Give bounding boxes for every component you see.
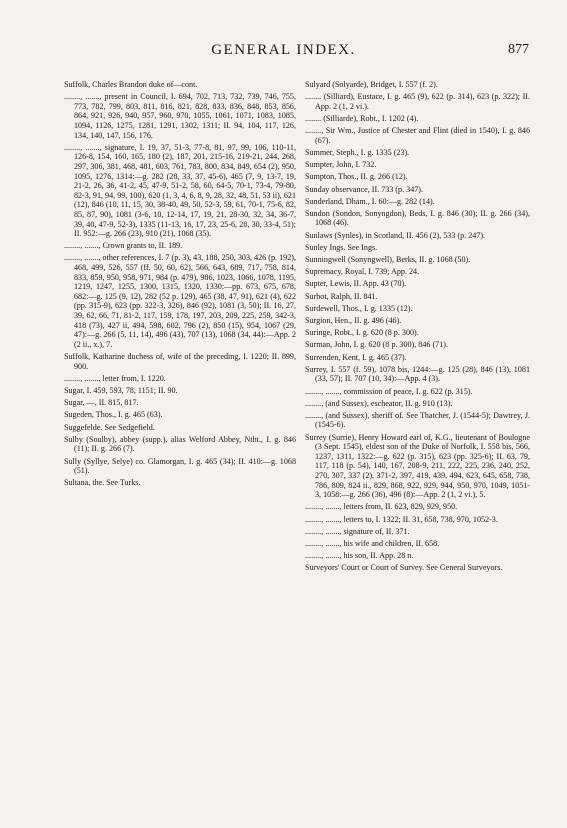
index-entry: Surgion, Hen., II. g. 496 (46). — [305, 315, 402, 325]
index-entry: Sully (Syllye, Selye) co. Glamorgan, I. g. 465 (34); II. 410:—g. 1068 (51). — [64, 456, 296, 476]
index-entry: Suffolk, Charles Brandon duke of—cont. — [64, 80, 198, 89]
index-entry: Sundon (Sondon, Sonyngdon), Beds, I. g. 846 (30); II. g. 266 (34), 1068 (46). — [305, 208, 530, 228]
index-entry: Surdewell, Thos., I. g. 1335 (12). — [305, 303, 413, 313]
index-entry: Surbot, Ralph, II. 841. — [305, 291, 378, 301]
index-entry: ........, ......., signature of, II. 371. — [305, 526, 410, 536]
index-entry: Sunday observance, II. 733 (p. 347). — [305, 184, 424, 194]
index-entry: Surveyors' Court or Court of Survey. See General Surveyors. — [305, 563, 503, 573]
index-entry: ........, ......., commission of peace, I. g. 622 (p. 315). — [305, 386, 473, 396]
page-number: 877 — [508, 42, 529, 57]
index-entry: ........, (and Sussex), sheriff of. See Thatcher, J. (1544-5); Dawtrey, J. (1545-6). — [305, 410, 530, 430]
index-entry: Summer, Steph., I. g. 1335 (23). — [305, 147, 410, 157]
index-entry: Sumpter, John, I. 732. — [305, 160, 377, 170]
index-entry: Surrey (Surrie), Henry Howard earl of, K.G., lieutenant of Boulogne (3 Sept. 1545), eldest son of the Duke of Norfolk, I. 558 bis, 566, 1237, 1311, 1322:—g. 622 (p. 315), 623 (pp. 325-6); II. 63, 79, 117, 118 (p. 54), 140, 167, 208-9, 211, 222, 225, 236, 240, 252, 270, 307, 337 (2), 371-2, 397, 419, 439, 494, 623, 645, 658, 738, 786, 809, 824 ii., 829, 868, 922, 929, 944, 950, 970, 1049, 1051-3, 1058:—g. 266 (36), 496 (8):—App. 2 (1, 2 vi.), 5. — [305, 432, 530, 500]
index-entry: Sunley Ings. See Ings. — [305, 242, 378, 252]
index-entry: ........, ......., Crown grants to, II. 189. — [64, 241, 183, 251]
index-entry: ........, ......., present in Council, I. 694, 702, 713, 732, 739, 746, 755, 773, 782, 799, 803, 811, 816, 821, 828, 833, 836, 848, 853, 856, 864, 921, 926, 940, 957, 960, 970, 1055, 1061, 1071, 1083, 1085, 1094, 1126, 1275, 1281, 1291, 1302, 1311; II. 94, 104, 117, 126, 134, 140, 147, 156, 176. — [64, 92, 296, 140]
index-entry: Sunlaws (Synles), in Scotland, II. 456 (2), 533 (p. 247). — [305, 230, 486, 240]
index-entry: Surrenden, Kent, I. g. 465 (37). — [305, 352, 407, 362]
index-entry: ........, Sir Wm., Justice of Chester and Flint (died in 1540), I. g. 846 (67). — [305, 126, 530, 145]
index-column-left — [64, 80, 296, 490]
index-entry: Surrey, I. 557 (f. 59), 1078 bis, 1244:—g. 125 (28), 846 (13), 1081 (33, 57); II. 707 (10, 34):—App. 4 (3). — [305, 364, 530, 384]
index-entry: ........, ......., letter from, I. 1220. — [64, 373, 166, 383]
index-entry: ........, ......., signature, I. 19, 37, 51-3, 77-8, 81, 97, 99, 106, 110-11, 126-8, 154, 160, 165, 180 (2), 187, 201, 215-16, 219-21, 244, 268, 297, 306, 381, 468, 481, 603, 761, 783, 800, 834, 849, 654 (2), 950, 1095, 1276, 1314:—g. 282 (28, 33, 37, 45-6), 465 (7, 9, 13-7, 19, 21-2, 26, 36, 41-2, 45, 47-9, 51-2, 58, 60, 64-5, 70-1, 73-4, 79-80, 82-3, 91, 94, 99, 100), 620 (1, 3, 4, 6, 8, 9, 28, 32, 48, 51, 53 ii), 621 (12), 846 (10, 11, 15, 30, 38-40, 49, 50, 52-3, 59, 61, 70-1, 75-6, 82, 85, 87, 90), 1081 (3-6, 10, 12-14, 17, 19, 21, 28-30, 32, 34, 36-7, 39, 40, 47-9, 52-3), 1335 (11-13, 16, 17, 23, 25-6, 28, 30, 33-4, 51); II. 952:—g. 266 (23), 910 (21), 1068 (35). — [64, 142, 296, 239]
index-entry: Suffolk, Katharine duchess of, wife of the preceding, I. 1220; II. 899, 900. — [64, 352, 296, 371]
index-entry: Supter, Lewis, II. App. 43 (70). — [305, 279, 407, 289]
index-entry: Sunningwell (Sonyngwell), Berks, II. g. 1068 (50). — [305, 255, 471, 265]
index-entry: ........, ......., his son, II. App. 28 n. — [305, 551, 414, 561]
index-column-right — [305, 80, 530, 576]
index-entry: Suggefelde. See Sedgefield. — [64, 422, 155, 432]
index-entry: ........, ......., letters from, II. 623, 829, 929, 950. — [305, 502, 458, 512]
index-entry: Sunderland, Dham., I. 60:—g. 282 (14). — [305, 196, 435, 206]
index-entry: ........ (Silliard), Eustace, I. g. 465 (9), 622 (p. 314), 623 (p. 322); II. App. 2 (1, 2 vi.). — [305, 92, 530, 111]
running-head-title: GENERAL INDEX. — [211, 42, 356, 58]
index-entry: Sugar, —, II. 815, 817. — [64, 398, 139, 408]
index-entry: Sugar, I. 459, 593, 78, 1151; II. 90. — [64, 385, 178, 395]
index-entry: Sugeden, Thos., I. g. 465 (63). — [64, 410, 163, 420]
index-entry: ........, ......., letters to, I. 1322; II. 31, 658, 738, 970, 1052-3. — [305, 514, 498, 524]
index-entry: Supremacy, Royal, I. 739; App. 24. — [305, 267, 420, 277]
page-header — [0, 42, 567, 62]
index-entry: Sumpton, Thos., II. g. 266 (12). — [305, 172, 408, 182]
index-entry: Suringe, Robt., I. g. 620 (8 p. 300). — [305, 328, 419, 338]
index-entry: ........, ......., other references, I. 7 (p. 3), 43, 188, 250, 303, 426 (p. 192), 468, 499, 526, 557 (ff. 50, 60, 62), 566, 643, 689, 717, 758, 814, 833, 859, 950, 958, 971, 984 (p. 479), 986, 1023, 1066, 1078, 1195, 1219, 1247, 1255, 1300, 1315, 1320, 1330:—pp. 673, 675, 678, 682:—g. 125 (9, 12), 282 (52 p. 129), 465 (38, 47, 91), 621 (4), 622 (pp. 315-9), 623 (pp. 322-3, 326), 846 (92), 1081 (3, 50); II. 16, 27, 39, 62, 66, 71, 81-2, 117, 159, 178, 197, 203, 209, 225, 259, 342-3, 418 (73), 427 ii, 494, 598, 602, 796 (2), 850 (15), 954, 1067 (29, 47):—g. 266 (5, 11, 14), 496 (43), 707 (13), 1068 (34, 44):—App. 2 (2 ii., x.), 7. — [64, 253, 296, 349]
index-entry: Sultana, the. See Turks. — [64, 478, 141, 488]
index-entry: Sulby (Soulby), abbey (supp.), alias Welford Abbey, Ntht., I. g. 846 (11); II. g. 266 (7). — [64, 434, 296, 454]
index-entry: Sulyard (Solyarde), Bridget, I. 557 (f. 2). — [305, 80, 438, 89]
index-entry: Surman, John, I. g. 620 (8 p. 300), 846 (71). — [305, 340, 448, 350]
index-entry: ........ (Silliarde), Robt., I. 1202 (4). — [305, 113, 419, 123]
index-entry: ........, (and Sussex), escheator, II. g. 910 (13). — [305, 398, 453, 408]
index-entry: ........, ......., his wife and children, II. 658. — [305, 538, 440, 548]
